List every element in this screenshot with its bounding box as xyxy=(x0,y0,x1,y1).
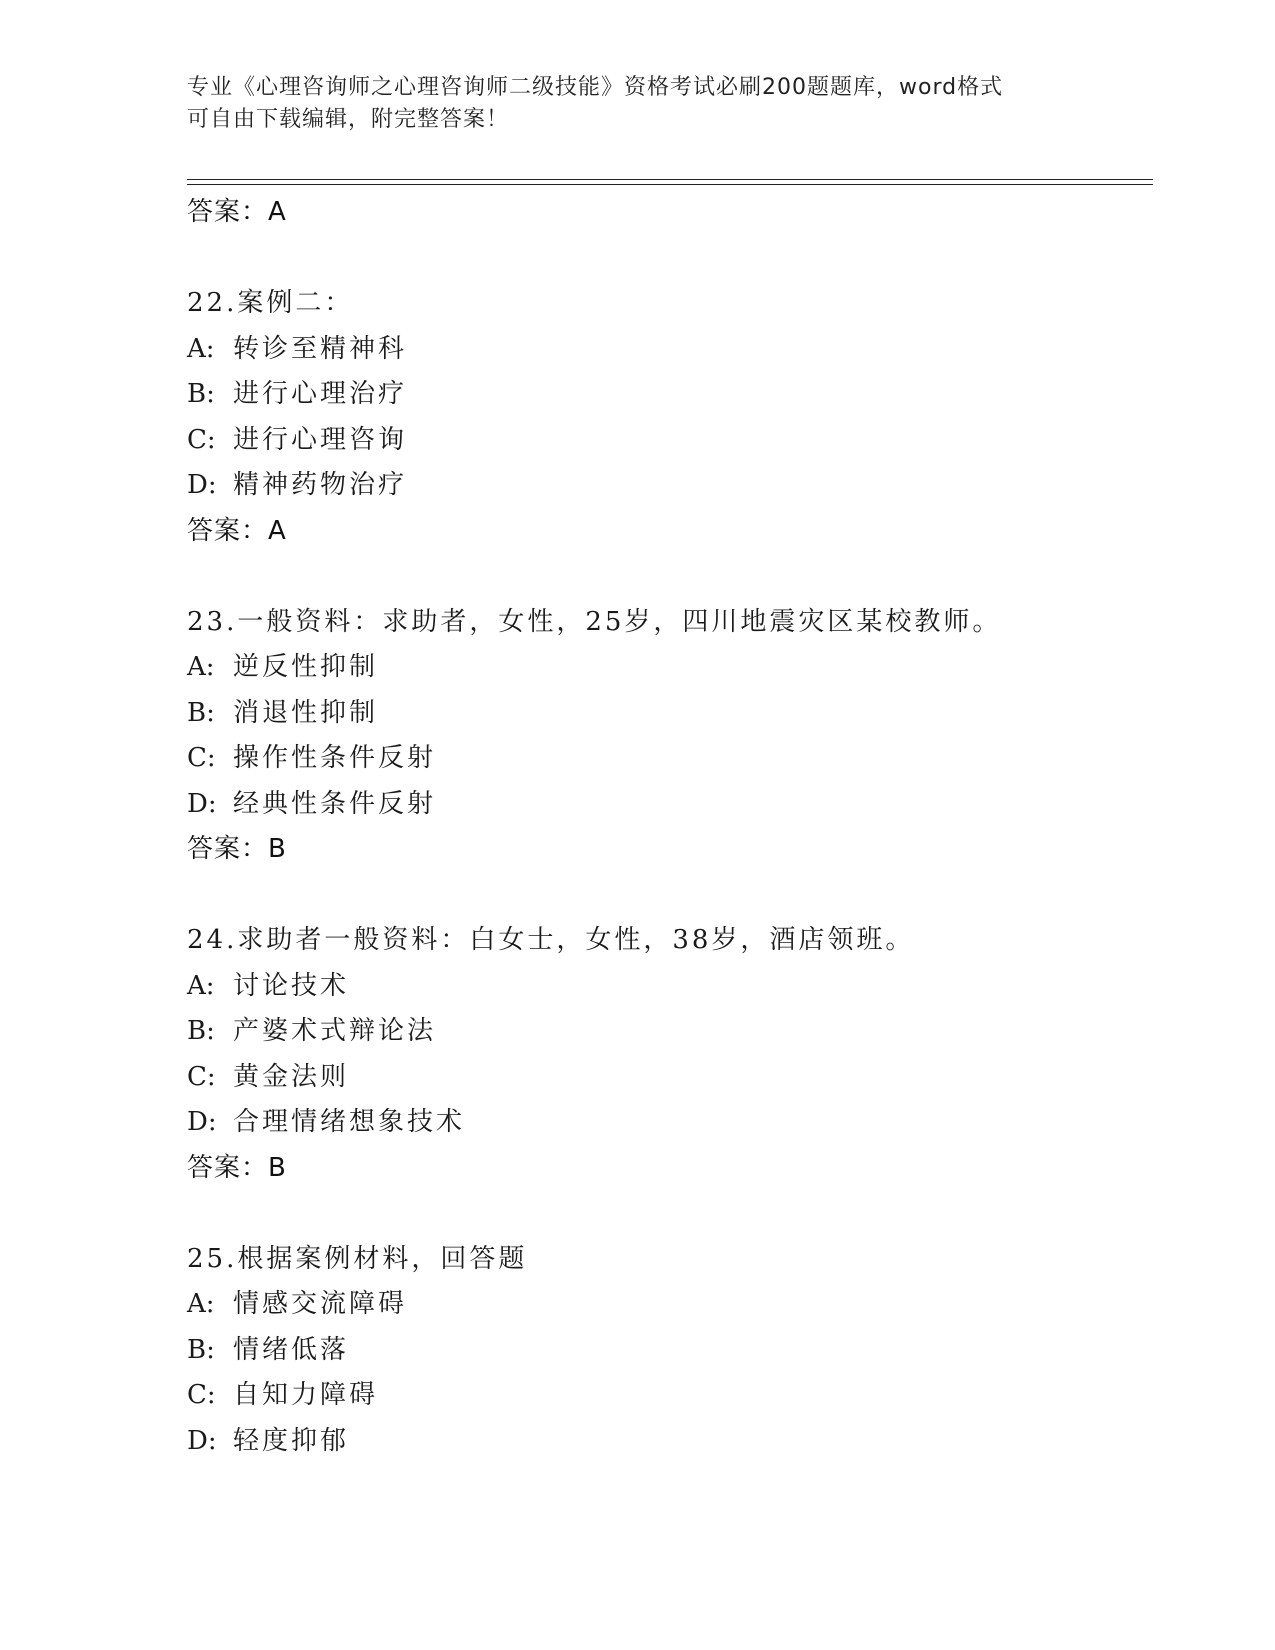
option-text: 逆反性抑制 xyxy=(233,652,379,682)
option-text: 合理情绪想象技术 xyxy=(233,1107,466,1137)
option-text: 转诊至精神科 xyxy=(233,333,408,364)
spacer xyxy=(187,873,1153,919)
question-stem-23: 23.一般资料：求助者，女性，25岁，四川地震灾区某校教师。 xyxy=(187,606,1002,637)
option-23-a xyxy=(187,645,1153,691)
option-24-b xyxy=(187,1009,1153,1055)
option-text: 经典性条件反射 xyxy=(233,788,437,819)
option-23-d xyxy=(187,782,1153,828)
option-letter: D: xyxy=(187,1107,217,1137)
option-letter: D: xyxy=(187,788,217,819)
option-23-b xyxy=(187,691,1153,737)
option-letter: D: xyxy=(187,1425,217,1456)
option-letter: C: xyxy=(187,424,216,455)
option-text: 产婆术式辩论法 xyxy=(233,1016,437,1046)
option-22-c xyxy=(187,418,1153,464)
option-letter: B: xyxy=(187,379,215,409)
option-22-d xyxy=(187,463,1153,509)
option-letter: B: xyxy=(187,1016,215,1046)
option-25-a xyxy=(187,1282,1153,1328)
spacer xyxy=(187,1191,1153,1237)
option-22-a xyxy=(187,327,1153,373)
option-text: 情绪低落 xyxy=(233,1334,350,1365)
answer-23: 答案：B xyxy=(187,834,287,864)
option-text: 情感交流障碍 xyxy=(233,1289,408,1319)
question-stem-24: 24.求助者一般资料：白女士，女性，38岁，酒店领班。 xyxy=(187,925,915,955)
header-rule-bottom xyxy=(187,184,1153,185)
option-25-c xyxy=(187,1373,1153,1419)
answer-22: 答案：A xyxy=(187,515,287,546)
header-line-2: 可自由下载编辑，附完整答案！ xyxy=(187,107,510,132)
option-text: 轻度抑郁 xyxy=(233,1425,350,1456)
option-25-b xyxy=(187,1328,1153,1374)
header-rule-top xyxy=(187,179,1153,180)
option-letter: C: xyxy=(187,1061,216,1092)
option-text: 操作性条件反射 xyxy=(233,743,437,773)
option-letter: B: xyxy=(187,1334,215,1365)
option-22-b xyxy=(187,372,1153,418)
option-letter: A: xyxy=(187,1289,215,1319)
option-letter: C: xyxy=(187,743,216,773)
option-23-c xyxy=(187,736,1153,782)
option-24-a xyxy=(187,964,1153,1010)
option-25-d xyxy=(187,1419,1153,1465)
answer-24: 答案：B xyxy=(187,1152,287,1183)
option-letter: C: xyxy=(187,1380,216,1410)
document-header xyxy=(187,72,1087,136)
question-list xyxy=(187,190,1153,1464)
option-text: 自知力障碍 xyxy=(233,1380,379,1410)
header-line-1: 专业《心理咨询师之心理咨询师二级技能》资格考试必刷200题题库，word格式 xyxy=(187,75,1004,100)
question-stem-25: 25.根据案例材料，回答题 xyxy=(187,1243,528,1274)
option-letter: A: xyxy=(187,333,215,364)
option-text: 进行心理治疗 xyxy=(233,379,408,409)
question-stem-22: 22.案例二： xyxy=(187,288,354,318)
spacer xyxy=(187,554,1153,600)
option-24-d xyxy=(187,1100,1153,1146)
option-text: 讨论技术 xyxy=(233,970,350,1001)
option-text: 黄金法则 xyxy=(233,1061,350,1092)
option-text: 精神药物治疗 xyxy=(233,470,408,500)
option-24-c xyxy=(187,1055,1153,1101)
option-text: 进行心理咨询 xyxy=(233,424,408,455)
option-letter: A: xyxy=(187,970,215,1001)
option-letter: B: xyxy=(187,697,215,728)
option-text: 消退性抑制 xyxy=(233,697,379,728)
option-letter: A: xyxy=(187,652,215,682)
option-letter: D: xyxy=(187,470,217,500)
previous-answer: 答案：A xyxy=(187,197,287,227)
spacer xyxy=(187,236,1153,282)
